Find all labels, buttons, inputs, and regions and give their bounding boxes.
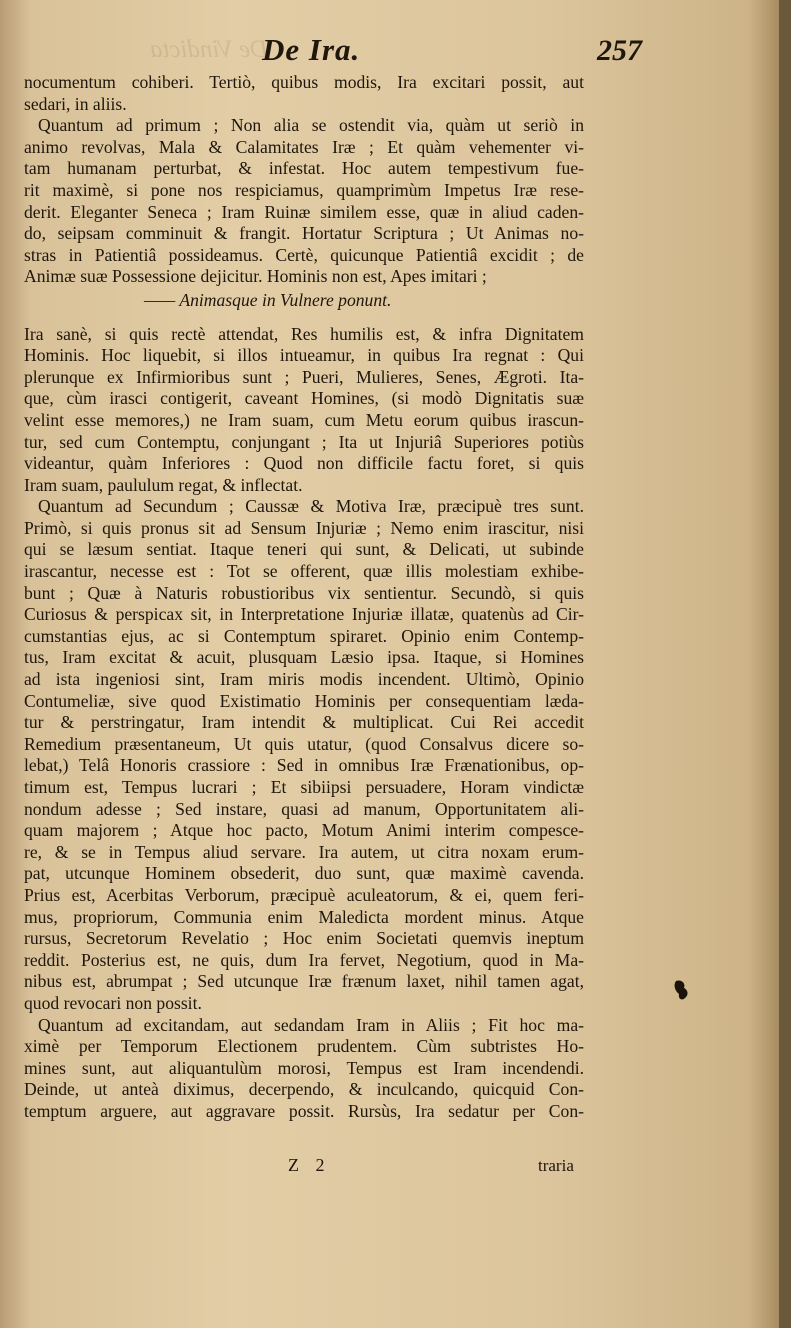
text-line: pat, utcunque Hominem obsederit, duo sunt, quæ maximè cavenda.: [24, 863, 584, 884]
text-line: lebat,) Telâ Honoris crassiore : Sed in omnibus Iræ Frænationibus, op-: [24, 755, 584, 776]
catchword: traria: [538, 1156, 574, 1175]
text-line: Contumeliæ, sive quod Existimatio Hominis per consequentiam læda-: [24, 690, 584, 711]
text-line: derit. Eleganter Seneca ; Iram Ruinæ similem esse, quæ in aliud caden-: [24, 201, 584, 222]
paragraph: [24, 1015, 584, 1123]
paragraph: [24, 115, 584, 288]
text-line: plerunque ex Infirmioribus sunt ; Pueri, Mulieres, Senes, Ægroti. Ita-: [24, 366, 584, 387]
running-head: De Ira.: [262, 32, 361, 67]
signature-mark: Z 2: [288, 1155, 331, 1175]
text-line: Curiosus & perspicax sit, in Interpretatione Injuriæ illatæ, quatenùs ad Cir-: [24, 604, 584, 625]
text-line: rursus, Secretorum Revelatio ; Hoc enim Societati quemvis ineptum: [24, 928, 584, 949]
text-line: Ira sanè, si quis rectè attendat, Res humilis est, & infra Dignitatem: [24, 323, 584, 344]
book-edge: [779, 0, 791, 1328]
text-line: animo revolvas, Mala & Calamitates Iræ ; Et quàm vehementer vi-: [24, 136, 584, 157]
text-line: tur, sed cum Contemptu, conjungant ; Ita ut Injuriâ Superiores potiùs: [24, 431, 584, 452]
text-line: Remedium præsentaneum, Ut quis utatur, (quod Consalvus dicere so-: [24, 733, 584, 754]
verse-quotation: —— Animasque in Vulnere ponunt.: [144, 289, 392, 310]
ink-blot-icon: [672, 978, 694, 1002]
text-line: Prius est, Acerbitas Verborum, præcipuè aculeatorum, & ei, quem feri-: [24, 884, 584, 905]
text-line: quod revocari non possit.: [24, 992, 202, 1013]
text-line: Animæ suæ Possessione dejicitur. Hominis non est, Apes imitari ;: [24, 266, 487, 287]
text-line: tur & perstringatur, Iram intendit & multiplicat. Cui Rei accedit: [24, 712, 584, 733]
text-line: tam humanam perturbat, & infestat. Hoc autem tempestivum fue-: [24, 158, 584, 179]
text-line: nocumentum cohiberi. Tertiò, quibus modis, Ira excitari possit, aut: [24, 72, 584, 92]
text-line: nibus est, abrumpat ; Sed utcunque Iræ frænum laxet, nihil tamen agat,: [24, 971, 584, 992]
page-header: [0, 30, 779, 74]
text-line: irascantur, necesse est : Tot se offerent, quæ illis molestiam exhibe-: [24, 561, 584, 582]
text-line: rit maximè, si pone nos respiciamus, quamprimùm Impetus Iræ rese-: [24, 179, 584, 200]
body-text: [24, 72, 584, 1123]
text-line: Primò, si quis pronus sit ad Sensum Injuriæ ; Nemo enim irascitur, nisi: [24, 517, 584, 538]
paragraph: [24, 72, 584, 115]
text-line: videantur, quàm Inferiores : Quod non difficile factu foret, si quis: [24, 453, 584, 474]
text-line: ximè per Temporum Electionem prudentem. Cùm subtristes Ho-: [24, 1036, 584, 1057]
text-line: do, seipsam comminuit & frangit. Hortatur Scriptura ; Ut Animas no-: [24, 223, 584, 244]
paragraph: [24, 496, 584, 1014]
text-line: qui se læsum sentiat. Itaque teneri qui sunt, & Delicati, ut subinde: [24, 539, 584, 560]
text-line: velint esse memores,) ne Iram suam, cum Metu eorum quibus irascun-: [24, 409, 584, 430]
text-line: re, & se in Tempus aliud servare. Ira autem, ut citra noxam erum-: [24, 841, 584, 862]
text-line: Hominis. Hoc liquebit, si illos intueamur, in quibus Ira regnat : Qui: [24, 345, 584, 366]
text-line: reddit. Posterius est, ne quis, dum Ira fervet, Negotium, quod in Ma-: [24, 949, 584, 970]
text-line: que, cùm irasci contigerit, caveant Homines, (si modò Dignitatis suæ: [24, 388, 584, 409]
text-line: mus, propriorum, Communia enim Maledicta mordent minus. Atque: [24, 906, 584, 927]
text-line: Iram suam, paululum regat, & inflectat.: [24, 474, 303, 495]
text-line: quam majorem ; Atque hoc pacto, Motum Animi interim compesce-: [24, 820, 584, 841]
text-line: Quantum ad Secundum ; Caussæ & Motiva Iræ, præcipuè tres sunt.: [38, 496, 584, 517]
text-line: Deinde, ut anteà diximus, decerpendo, & inculcando, quicquid Con-: [24, 1079, 584, 1100]
text-line: nondum adesse ; Sed instare, quasi ad manum, Opportunitatem ali-: [24, 798, 584, 819]
text-line: ad ista ingeniosi sint, Iram miris modis incendent. Ultimò, Opinio: [24, 669, 584, 690]
text-line: Quantum ad excitandam, aut sedandam Iram in Aliis ; Fit hoc ma-: [38, 1014, 584, 1035]
text-line: timum est, Tempus lucrari ; Et sibiipsi persuadere, Horam vindictæ: [24, 777, 584, 797]
text-line: mines sunt, aut aliquantulùm morosi, Tempus est Iram incendendi.: [24, 1057, 584, 1078]
text-line: Quantum ad primum ; Non alia se ostendit via, quàm ut seriò in: [38, 115, 584, 136]
text-line: tus, Iram excitat & acuit, plusquam Læsio ipsa. Itaque, si Homines: [24, 647, 584, 668]
text-line: stras in Patientiâ possideamus. Certè, quicunque Patientiâ excidit ; de: [24, 244, 584, 265]
show-through-text: De Vindicta: [150, 36, 269, 63]
text-line: cumstantias ejus, ac si Contemptum spiraret. Opinio enim Contemp-: [24, 625, 584, 646]
text-line: bunt ; Quæ à Naturis robustioribus vix sentientur. Secundò, si quis: [24, 582, 584, 603]
page-number: 257: [597, 34, 642, 67]
text-line: temptum arguere, aut aggravare possit. Rursùs, Ira sedatur per Con-: [24, 1100, 584, 1121]
paragraph: [24, 324, 584, 497]
text-line: sedari, in aliis.: [24, 93, 127, 114]
